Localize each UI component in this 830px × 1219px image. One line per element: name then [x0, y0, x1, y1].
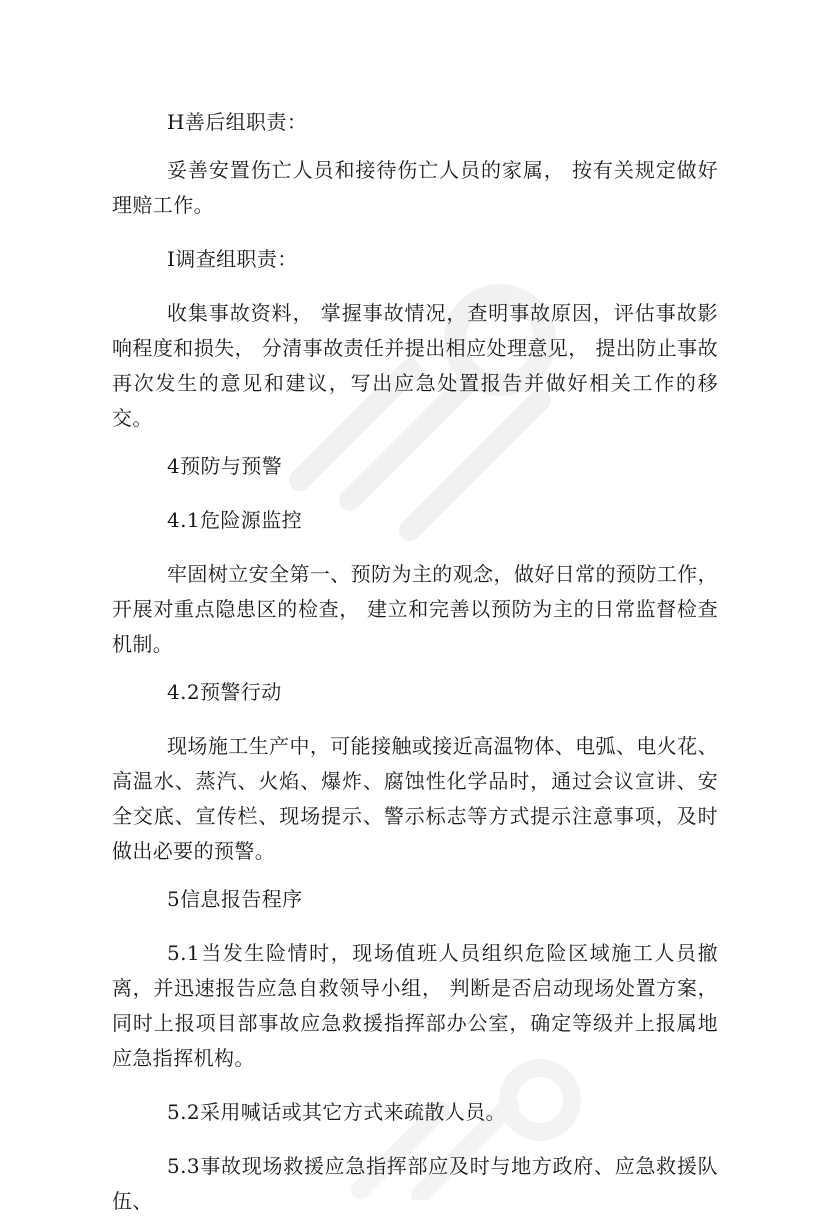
heading-investigation-group: I调查组职责：	[167, 247, 298, 271]
paragraph-warning-action: 现场施工生产中，可能接触或接近高温物体、电弧、电火花、高温水、蒸汽、火焰、爆炸、腐蚀性化学品时，通过会议宣讲、安全交底、宣传栏、现场提示、警示标志等方式提示注意事项，及时做出必要的预警。	[112, 734, 718, 863]
subsection-heading-warning-action: 4.2预警行动	[167, 680, 282, 704]
paragraph-reporting-5-2: 5.2采用喊话或其它方式来疏散人员。	[167, 1100, 507, 1124]
paragraph-reporting-5-3: 5.3事故现场救援应急指挥部应及时与地方政府、应急救援队伍、	[112, 1154, 718, 1213]
paragraph-reporting-5-1: 5.1当发生险情时，现场值班人员组织危险区域施工人员撤离，并迅速报告应急自救领导小组， 判断是否启动现场处置方案，同时上报项目部事故应急救援指挥部办公室，确定等级并上报属地应急指挥机构。	[112, 941, 718, 1070]
section-heading-reporting: 5信息报告程序	[167, 887, 303, 911]
document-body	[112, 105, 718, 1219]
subsection-heading-hazard-monitoring: 4.1危险源监控	[167, 508, 303, 532]
paragraph-hazard-monitoring: 牢固树立安全第一、预防为主的观念，做好日常的预防工作，开展对重点隐患区的检查， 建立和完善以预防为主的日常监督检查机制。	[112, 562, 718, 656]
section-heading-prevention: 4预防与预警	[167, 454, 283, 478]
paragraph-aftermath-duties: 妥善安置伤亡人员和接待伤亡人员的家属， 按有关规定做好理赔工作。	[112, 158, 718, 217]
paragraph-investigation-duties: 收集事故资料， 掌握事故情况，查明事故原因，评估事故影响程度和损失， 分清事故责任并提出相应处理意见， 提出防止事故再次发生的意见和建议，写出应急处置报告并做好相关工作的移交。	[112, 301, 718, 430]
heading-aftermath-group: H善后组职责：	[167, 110, 308, 134]
